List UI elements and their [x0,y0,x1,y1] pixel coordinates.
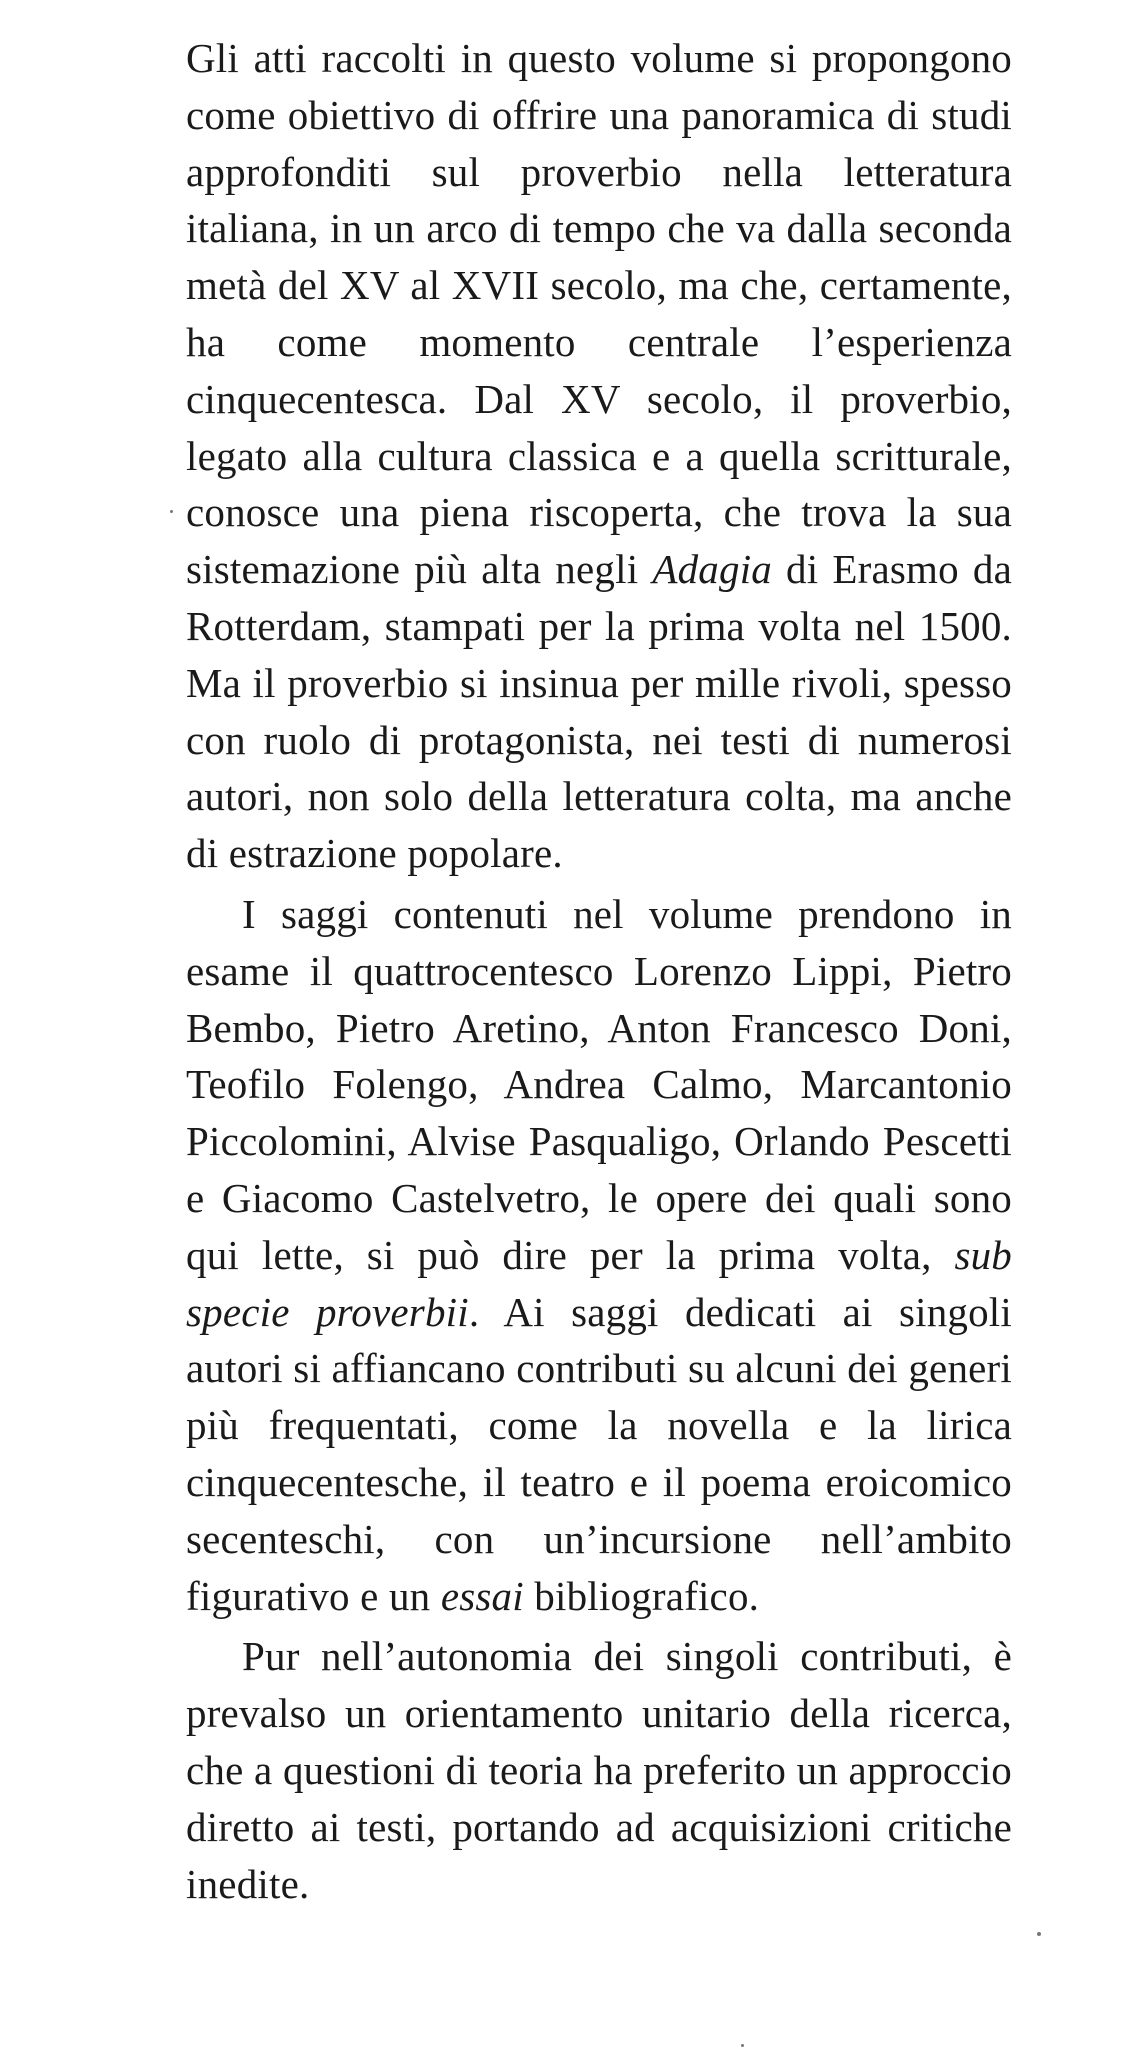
text-run: . Ai saggi dedicati ai singoli autori si affiancano contributi su alcuni dei generi più frequentati, come la novella e la lirica cinquecentesche, il teatro e il poema eroicomico secenteschi, con un’incursione nell’ambito figurativo e un [186,1288,1012,1619]
scan-speck [170,510,173,513]
scan-speck [741,2044,744,2047]
italic-word-essai: essai [440,1572,524,1619]
paragraph-3 [186,1628,1012,1912]
text-run: Gli atti raccolti in questo volume si propongono come obiettivo di offrire una panoramica di studi approfonditi sul proverbio nella letteratura italiana, in un arco di tempo che va dalla seconda metà del XV al XVII secolo, ma che, certamente, ha come momento centrale l’esperienza cinquecentesca. Dal XV secolo, il proverbio, legato alla cultura classica e a quella scritturale, conosce una piena riscoperta, che trova la sua sistemazione più alta negli [186,35,1012,593]
body-text [186,30,1012,1912]
paragraph-1 [186,30,1012,882]
text-run: Pur nell’autonomia dei singoli contributi, è prevalso un orientamento unitario della ricerca, che a questioni di teoria ha preferito un approccio diretto ai testi, portando ad acquisizioni critiche inedite. [186,1633,1012,1907]
paragraph-2 [186,886,1012,1624]
italic-phrase-sub-specie-proverbii: sub specie proverbii [186,1231,1012,1335]
scan-speck [1037,1932,1041,1936]
text-run: di Erasmo da Rotterdam, stampati per la prima volta nel 1500. Ma il proverbio si insinua per mille rivoli, spesso con ruolo di protagonista, nei testi di numerosi autori, non solo della letteratura colta, ma anche di estrazione popolare. [186,546,1013,877]
text-run: bibliografico. [523,1572,760,1619]
text-run: I saggi contenuti nel volume prendono in esame il quattrocentesco Lorenzo Lippi, Pietro Bembo, Pietro Aretino, Anton Francesco Doni, Teofilo Folengo, Andrea Calmo, Marcantonio Piccolomini, Alvise Pasqualigo, Orlando Pescetti e Giacomo Castelvetro, le opere dei quali sono qui lette, si può dire per la prima volta, [186,890,1012,1278]
italic-title-adagia: Adagia [652,546,772,593]
